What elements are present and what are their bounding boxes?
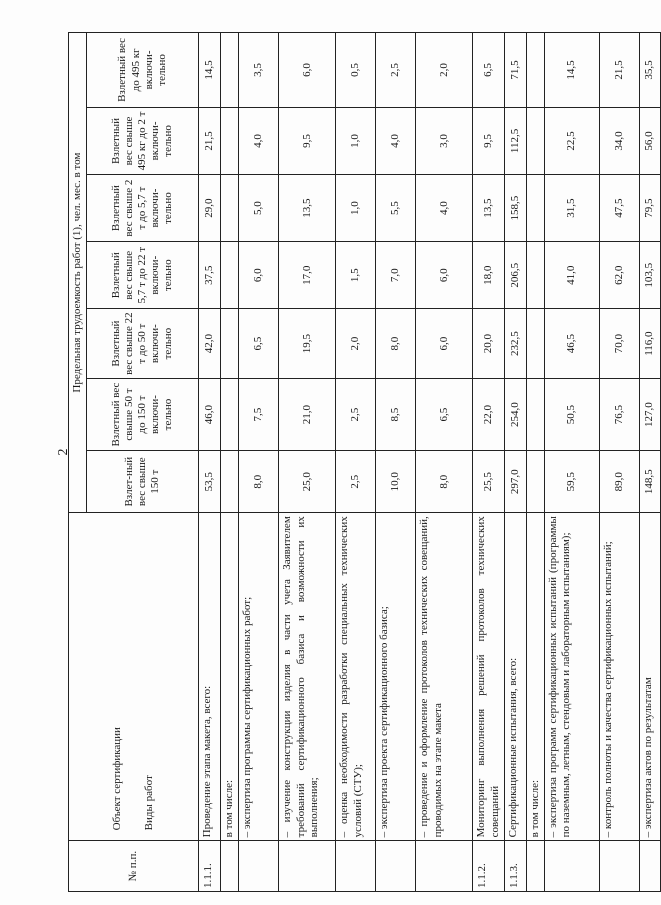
row-value: 70,0 [599, 309, 639, 379]
row-value [221, 175, 239, 242]
row-description: – экспертиза программ сертификационных испытаний (программы по наземным, летным, стендовым и лабораторным испытаниям); [544, 513, 599, 841]
row-value: 79,5 [639, 175, 660, 242]
row-value: 5,5 [376, 175, 416, 242]
row-value [221, 33, 239, 108]
row-value: 17,0 [279, 242, 336, 309]
row-value: 4,0 [239, 107, 279, 174]
row-description: – экспертиза проекта сертификационного базиса; [376, 513, 416, 841]
header-group-title: Предельная трудоемкость работ (1), чел. мес. в том [69, 33, 87, 513]
header-weight-col: Взлетный вес до 495 кг включи-тельно [87, 33, 199, 108]
row-value: 5,0 [239, 175, 279, 242]
row-value: 206,5 [504, 242, 526, 309]
row-value: 22,5 [544, 107, 599, 174]
row-value: 56,0 [639, 107, 660, 174]
row-value: 10,0 [376, 451, 416, 513]
row-value: 25,5 [473, 451, 504, 513]
row-value: 13,5 [473, 175, 504, 242]
row-value [221, 242, 239, 309]
row-value: 112,5 [504, 107, 526, 174]
row-description: Мониторинг выполнения решений протоколов технических совещаний [473, 513, 504, 841]
table-row [639, 33, 660, 892]
row-value: 1,0 [336, 107, 376, 174]
header-weight-col: Взлетный вес свыше 50 т до 150 т включи-тельно [87, 378, 199, 450]
row-value: 22,0 [473, 378, 504, 450]
row-value: 7,0 [376, 242, 416, 309]
row-value: 29,0 [199, 175, 221, 242]
row-value: 0,5 [336, 33, 376, 108]
row-value: 103,5 [639, 242, 660, 309]
row-description: в том числе: [221, 513, 239, 841]
row-value: 9,5 [473, 107, 504, 174]
row-value: 2,5 [336, 378, 376, 450]
row-value: 41,0 [544, 242, 599, 309]
row-value: 35,5 [639, 33, 660, 108]
header-weight-col: Взлетный вес свыше 5,7 т до 22 т включи-тельно [87, 242, 199, 309]
row-code [239, 841, 279, 892]
row-value: 6,5 [473, 33, 504, 108]
row-code: 1.1.3. [504, 841, 526, 892]
row-value: 3,0 [416, 107, 473, 174]
table-row [336, 33, 376, 892]
row-value: 46,0 [199, 378, 221, 450]
header-object [69, 513, 199, 841]
row-value [221, 378, 239, 450]
row-value: 71,5 [504, 33, 526, 108]
row-value: 76,5 [599, 378, 639, 450]
row-code: 1.1.2. [473, 841, 504, 892]
row-value: 1,5 [336, 242, 376, 309]
row-value: 14,5 [199, 33, 221, 108]
header-weight-col: Взлетный вес свыше 495 кг до 2 т включи-тельно [87, 107, 199, 174]
row-value: 6,0 [416, 309, 473, 379]
row-value: 232,5 [504, 309, 526, 379]
row-description: в том числе: [526, 513, 544, 841]
row-value [526, 33, 544, 108]
table-row [473, 33, 504, 892]
row-value [221, 107, 239, 174]
row-code [544, 841, 599, 892]
row-value [221, 451, 239, 513]
row-description: – контроль полноты и качества сертификационных испытаний; [599, 513, 639, 841]
row-value: 50,5 [544, 378, 599, 450]
row-value: 116,0 [639, 309, 660, 379]
row-value: 2,5 [376, 33, 416, 108]
row-code [221, 841, 239, 892]
page-number: 2 [56, 448, 71, 456]
row-value: 6,5 [416, 378, 473, 450]
row-code [526, 841, 544, 892]
row-value: 2,0 [416, 33, 473, 108]
header-object-line2: Виды работ [142, 775, 155, 831]
row-value [526, 309, 544, 379]
row-code [279, 841, 336, 892]
row-value: 6,0 [279, 33, 336, 108]
header-row-group [69, 33, 87, 892]
row-code [376, 841, 416, 892]
row-description: – экспертиза программы сертификационных работ; [239, 513, 279, 841]
table-row [416, 33, 473, 892]
row-value: 34,0 [599, 107, 639, 174]
row-value: 53,5 [199, 451, 221, 513]
table-row [544, 33, 599, 892]
row-value: 148,5 [639, 451, 660, 513]
header-num: № п.п. [69, 841, 199, 892]
row-value: 46,5 [544, 309, 599, 379]
row-value: 1,0 [336, 175, 376, 242]
row-value: 4,0 [376, 107, 416, 174]
row-value: 14,5 [544, 33, 599, 108]
row-value: 6,0 [416, 242, 473, 309]
row-code [336, 841, 376, 892]
row-value: 42,0 [199, 309, 221, 379]
row-value: 2,5 [336, 451, 376, 513]
row-value: 4,0 [416, 175, 473, 242]
row-value: 47,5 [599, 175, 639, 242]
header-weight-col: Взлетный вес свыше 2 т до 5,7 т включи-тельно [87, 175, 199, 242]
row-value [526, 175, 544, 242]
row-value [526, 107, 544, 174]
row-value: 62,0 [599, 242, 639, 309]
row-value: 59,5 [544, 451, 599, 513]
row-code [416, 841, 473, 892]
row-value: 13,5 [279, 175, 336, 242]
row-value: 158,5 [504, 175, 526, 242]
table-row [199, 33, 221, 892]
row-description: Сертификационные испытания, всего: [504, 513, 526, 841]
row-description: – оценка необходимости разработки специальных технических условий (СТУ); [336, 513, 376, 841]
row-value: 18,0 [473, 242, 504, 309]
table-row [221, 33, 239, 892]
row-value: 21,0 [279, 378, 336, 450]
row-value: 127,0 [639, 378, 660, 450]
table-row [279, 33, 336, 892]
row-value: 8,0 [416, 451, 473, 513]
row-description: Проведение этапа макета, всего: [199, 513, 221, 841]
table-row [504, 33, 526, 892]
row-value: 21,5 [599, 33, 639, 108]
labor-intensity-table [68, 32, 661, 892]
row-value: 297,0 [504, 451, 526, 513]
row-description: – экспертиза актов по результатам [639, 513, 660, 841]
table-row [599, 33, 639, 892]
row-value: 8,0 [239, 451, 279, 513]
row-value [526, 451, 544, 513]
row-code [639, 841, 660, 892]
table-row [376, 33, 416, 892]
row-code: 1.1.1. [199, 841, 221, 892]
row-value: 8,5 [376, 378, 416, 450]
row-value: 7,5 [239, 378, 279, 450]
row-value: 6,5 [239, 309, 279, 379]
rotated-table-area [68, 32, 656, 892]
header-object-line1: Объект сертификации [111, 727, 124, 831]
row-value: 2,0 [336, 309, 376, 379]
row-value: 21,5 [199, 107, 221, 174]
table-row [526, 33, 544, 892]
row-value [526, 242, 544, 309]
table-body [199, 33, 661, 892]
row-code [599, 841, 639, 892]
row-value: 3,5 [239, 33, 279, 108]
row-value: 19,5 [279, 309, 336, 379]
row-value: 89,0 [599, 451, 639, 513]
row-value: 8,0 [376, 309, 416, 379]
row-value: 20,0 [473, 309, 504, 379]
row-value [221, 309, 239, 379]
row-value: 31,5 [544, 175, 599, 242]
table-row [239, 33, 279, 892]
row-value: 6,0 [239, 242, 279, 309]
header-weight-col: Взлет-ный вес свыше 150 т [87, 451, 199, 513]
row-value: 37,5 [199, 242, 221, 309]
row-description: – проведение и оформление протоколов технических совещаний, проводимых на этапе макета [416, 513, 473, 841]
row-value: 254,0 [504, 378, 526, 450]
row-value [526, 378, 544, 450]
row-value: 25,0 [279, 451, 336, 513]
row-value: 9,5 [279, 107, 336, 174]
header-weight-col: Взлетный вес свыше 22 т до 50 т включи-тельно [87, 309, 199, 379]
row-description: – изучение конструкции изделия в части учета Заявителем требований сертификационного базиса и возможности их выполнения; [279, 513, 336, 841]
